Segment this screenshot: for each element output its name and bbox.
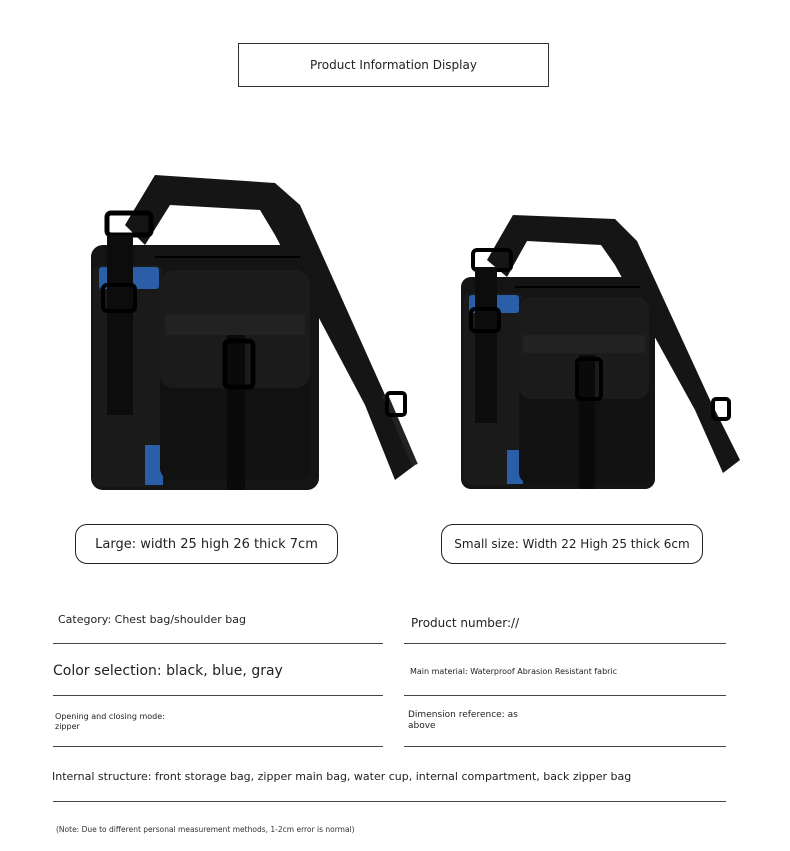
divider <box>404 643 726 644</box>
large-bag-image <box>85 165 425 500</box>
spec-internal-structure: Internal structure: front storage bag, zipper main bag, water cup, internal compartment, back zipper bag <box>52 770 632 783</box>
spec-closing-mode <box>55 712 165 732</box>
spec-material: Main material: Waterproof Abrasion Resistant fabric <box>410 667 618 676</box>
divider <box>53 801 726 802</box>
spec-color: Color selection: black, blue, gray <box>53 663 283 679</box>
divider <box>53 746 383 747</box>
divider <box>404 695 726 696</box>
divider <box>53 695 383 696</box>
spec-closing-value: zipper <box>55 722 80 731</box>
large-size-label: Large: width 25 high 26 thick 7cm <box>75 524 338 564</box>
spec-dimension <box>408 710 518 732</box>
small-size-label: Small size: Width 22 High 25 thick 6cm <box>441 524 703 564</box>
spec-category: Category: Chest bag/shoulder bag <box>58 613 246 626</box>
spec-dimension-value: above <box>408 721 436 731</box>
spec-product-number: Product number:// <box>411 616 520 630</box>
divider <box>404 746 726 747</box>
measurement-note: (Note: Due to different personal measurement methods, 1-2cm error is normal) <box>56 825 355 834</box>
spec-dimension-label: Dimension reference: as <box>408 710 518 720</box>
page-title: Product Information Display <box>238 43 549 87</box>
divider <box>53 643 383 644</box>
small-bag-image <box>455 205 755 495</box>
spec-closing-label: Opening and closing mode: <box>55 712 165 721</box>
